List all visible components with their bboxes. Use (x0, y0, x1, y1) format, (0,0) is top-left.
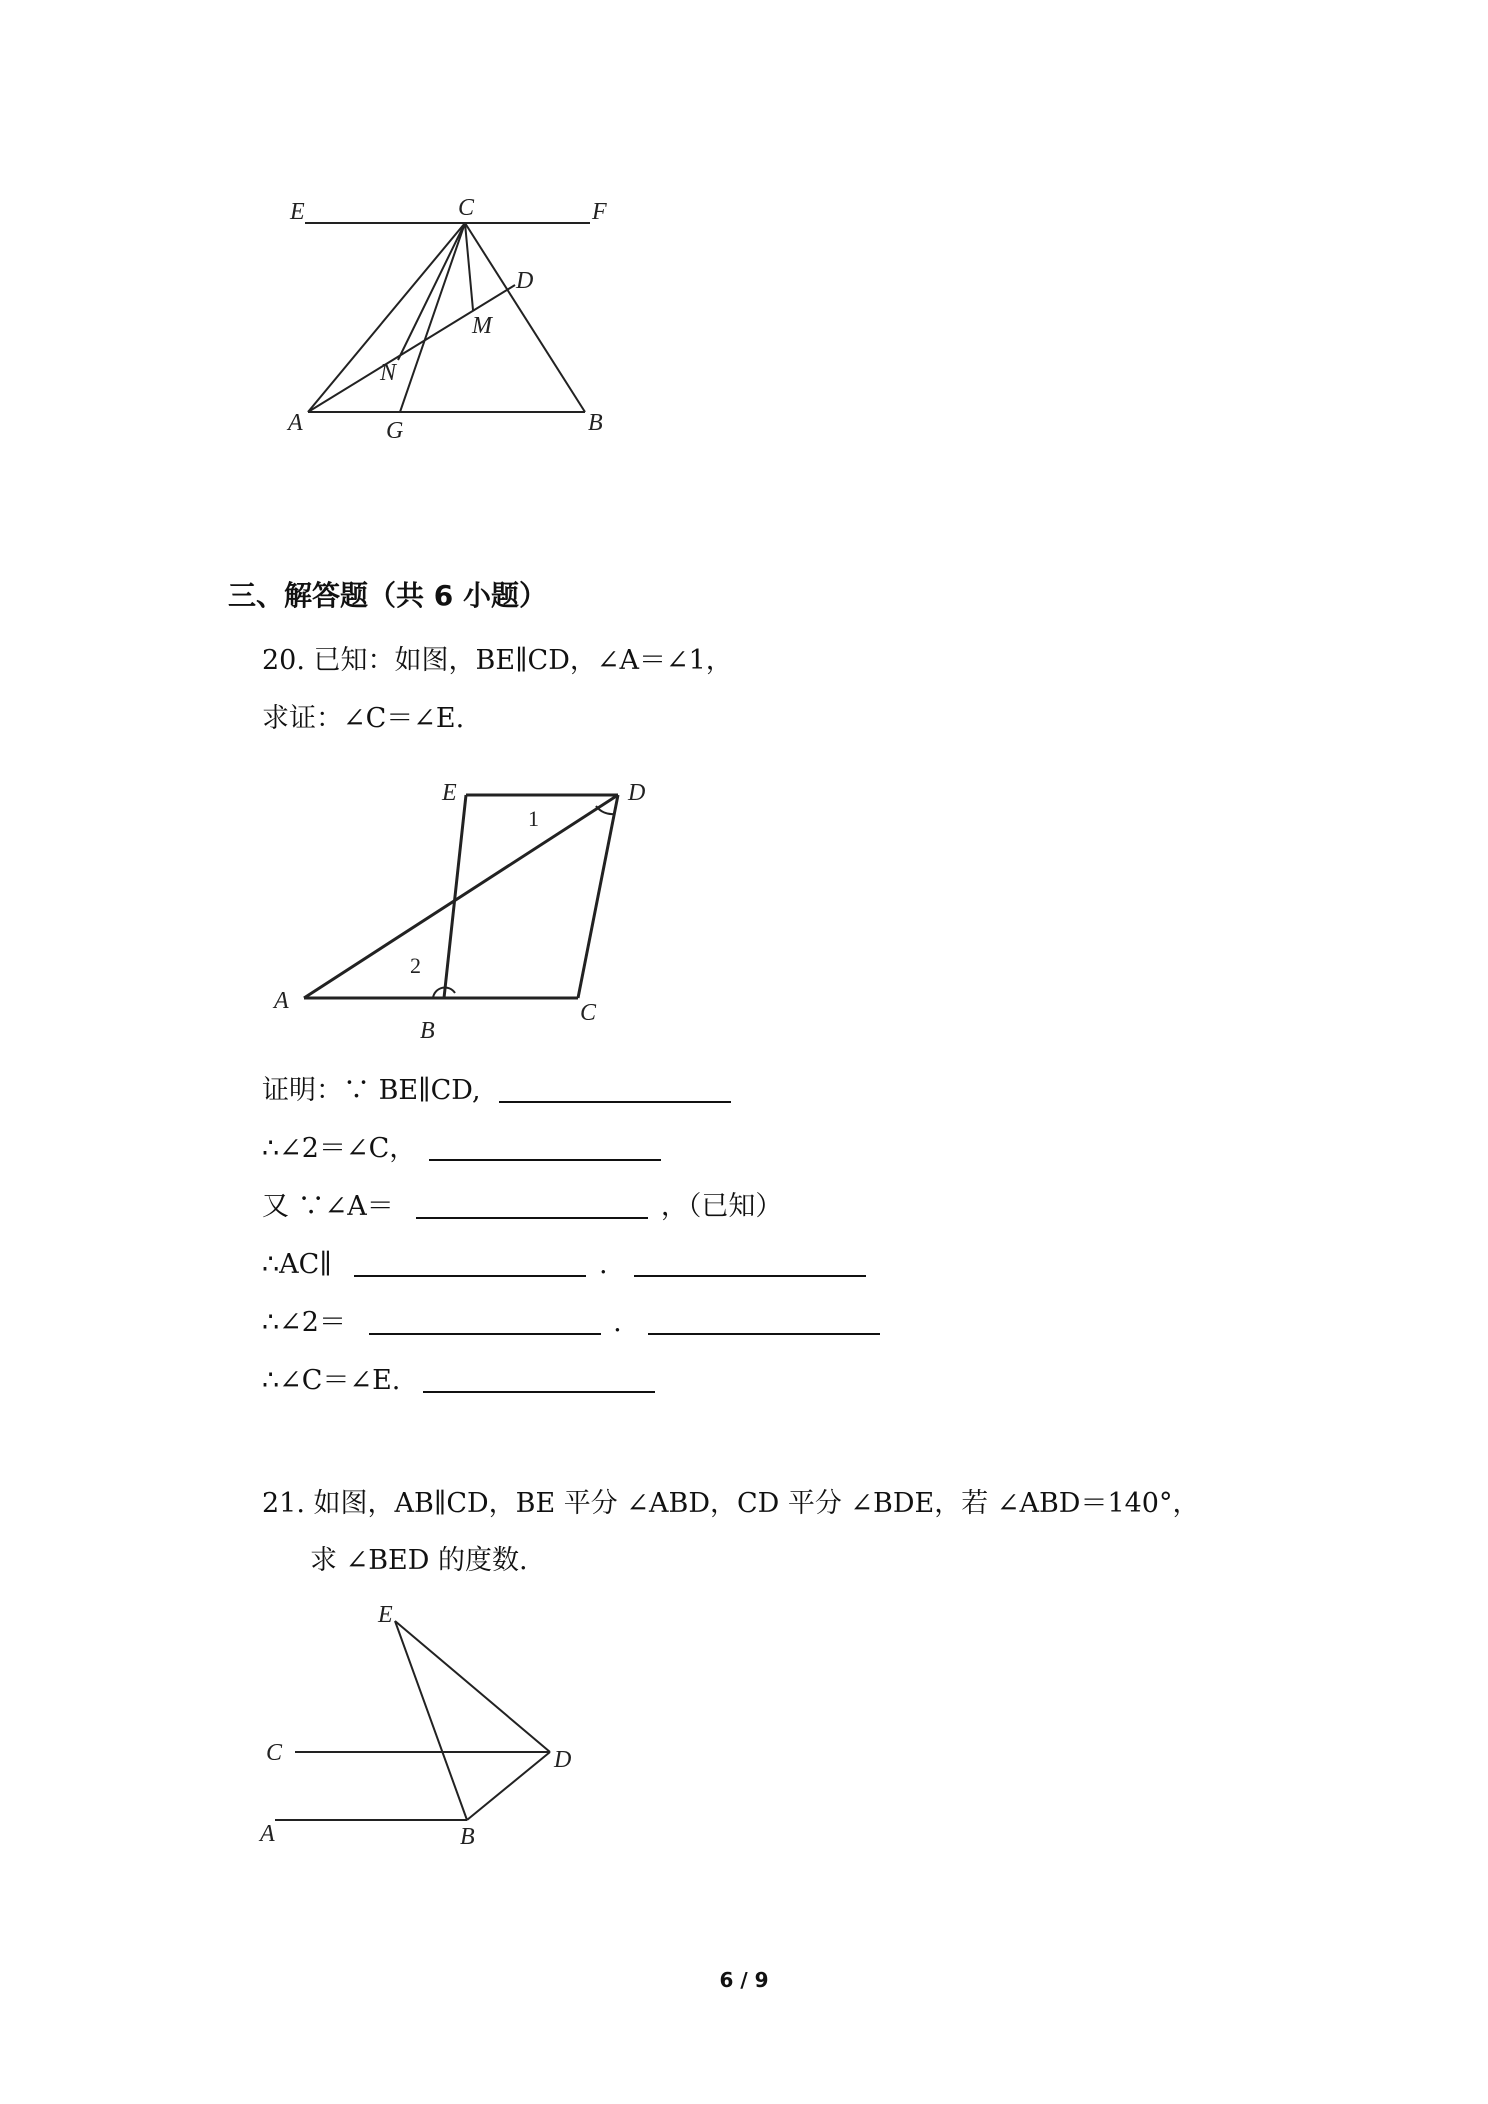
figure-parallel-lines-diagram (250, 1600, 610, 1860)
proof-line-4 (262, 1249, 870, 1281)
angle-label-1: 1 (528, 806, 539, 831)
answer-blank-3[interactable] (416, 1191, 648, 1219)
label-B: B (460, 1824, 475, 1850)
label-D: D (628, 780, 646, 806)
answer-blank-5[interactable] (634, 1249, 866, 1277)
q21-question: 求 ∠BED 的度数. (310, 1545, 528, 1576)
label-E: E (290, 199, 305, 225)
label-G: G (386, 418, 404, 444)
answer-blank-8[interactable] (423, 1365, 655, 1393)
proof-text: ∴∠C＝∠E. (262, 1365, 401, 1396)
answer-blank-6[interactable] (369, 1307, 601, 1335)
proof-text: ∴AC∥ (262, 1249, 341, 1280)
label-A: A (288, 410, 303, 436)
proof-text: ，（已知） (660, 1191, 783, 1222)
answer-blank-2[interactable] (429, 1133, 661, 1161)
answer-blank-4[interactable] (354, 1249, 586, 1277)
label-N: N (380, 360, 397, 386)
proof-text: 证明：∵ BE∥CD, (262, 1075, 481, 1106)
proof-text: ∴∠2＝ (262, 1307, 355, 1338)
label-C: C (458, 195, 475, 221)
label-C: C (266, 1740, 283, 1766)
proof-line-5 (262, 1307, 884, 1339)
label-A: A (274, 988, 289, 1014)
angle-label-2: 2 (410, 953, 421, 978)
label-B: B (588, 410, 603, 436)
proof-line-3 (262, 1191, 782, 1223)
label-B: B (420, 1018, 435, 1044)
figure-triangle-diagram (270, 185, 630, 455)
q20-prove: 求证：∠C＝∠E. (262, 703, 465, 734)
answer-blank-1[interactable] (499, 1075, 731, 1103)
proof-text: . (613, 1307, 622, 1338)
label-D: D (516, 268, 534, 294)
proof-line-6 (262, 1365, 659, 1397)
label-D: D (554, 1747, 572, 1773)
label-F: F (592, 199, 607, 225)
label-C: C (580, 1000, 597, 1026)
label-A: A (260, 1821, 275, 1847)
proof-text: 又 ∵∠A＝ (262, 1191, 394, 1222)
label-E: E (442, 780, 457, 806)
answer-blank-7[interactable] (648, 1307, 880, 1335)
proof-line-1 (262, 1075, 735, 1107)
proof-line-2 (262, 1133, 665, 1165)
label-E: E (378, 1602, 393, 1628)
section-heading: 三、解答题（共 6 小题） (228, 579, 547, 612)
page-number: 6 / 9 (719, 1968, 769, 1992)
proof-text: ∴∠2＝∠C， (262, 1133, 417, 1164)
label-M: M (472, 313, 492, 339)
figure-parallelogram-diagram (262, 770, 682, 1050)
q20-statement: 20. 已知：如图，BE∥CD，∠A＝∠1， (262, 645, 733, 676)
q21-statement: 21. 如图，AB∥CD，BE 平分 ∠ABD，CD 平分 ∠BDE，若 ∠ABD＝140°， (262, 1488, 1200, 1519)
proof-text: . (598, 1249, 608, 1280)
